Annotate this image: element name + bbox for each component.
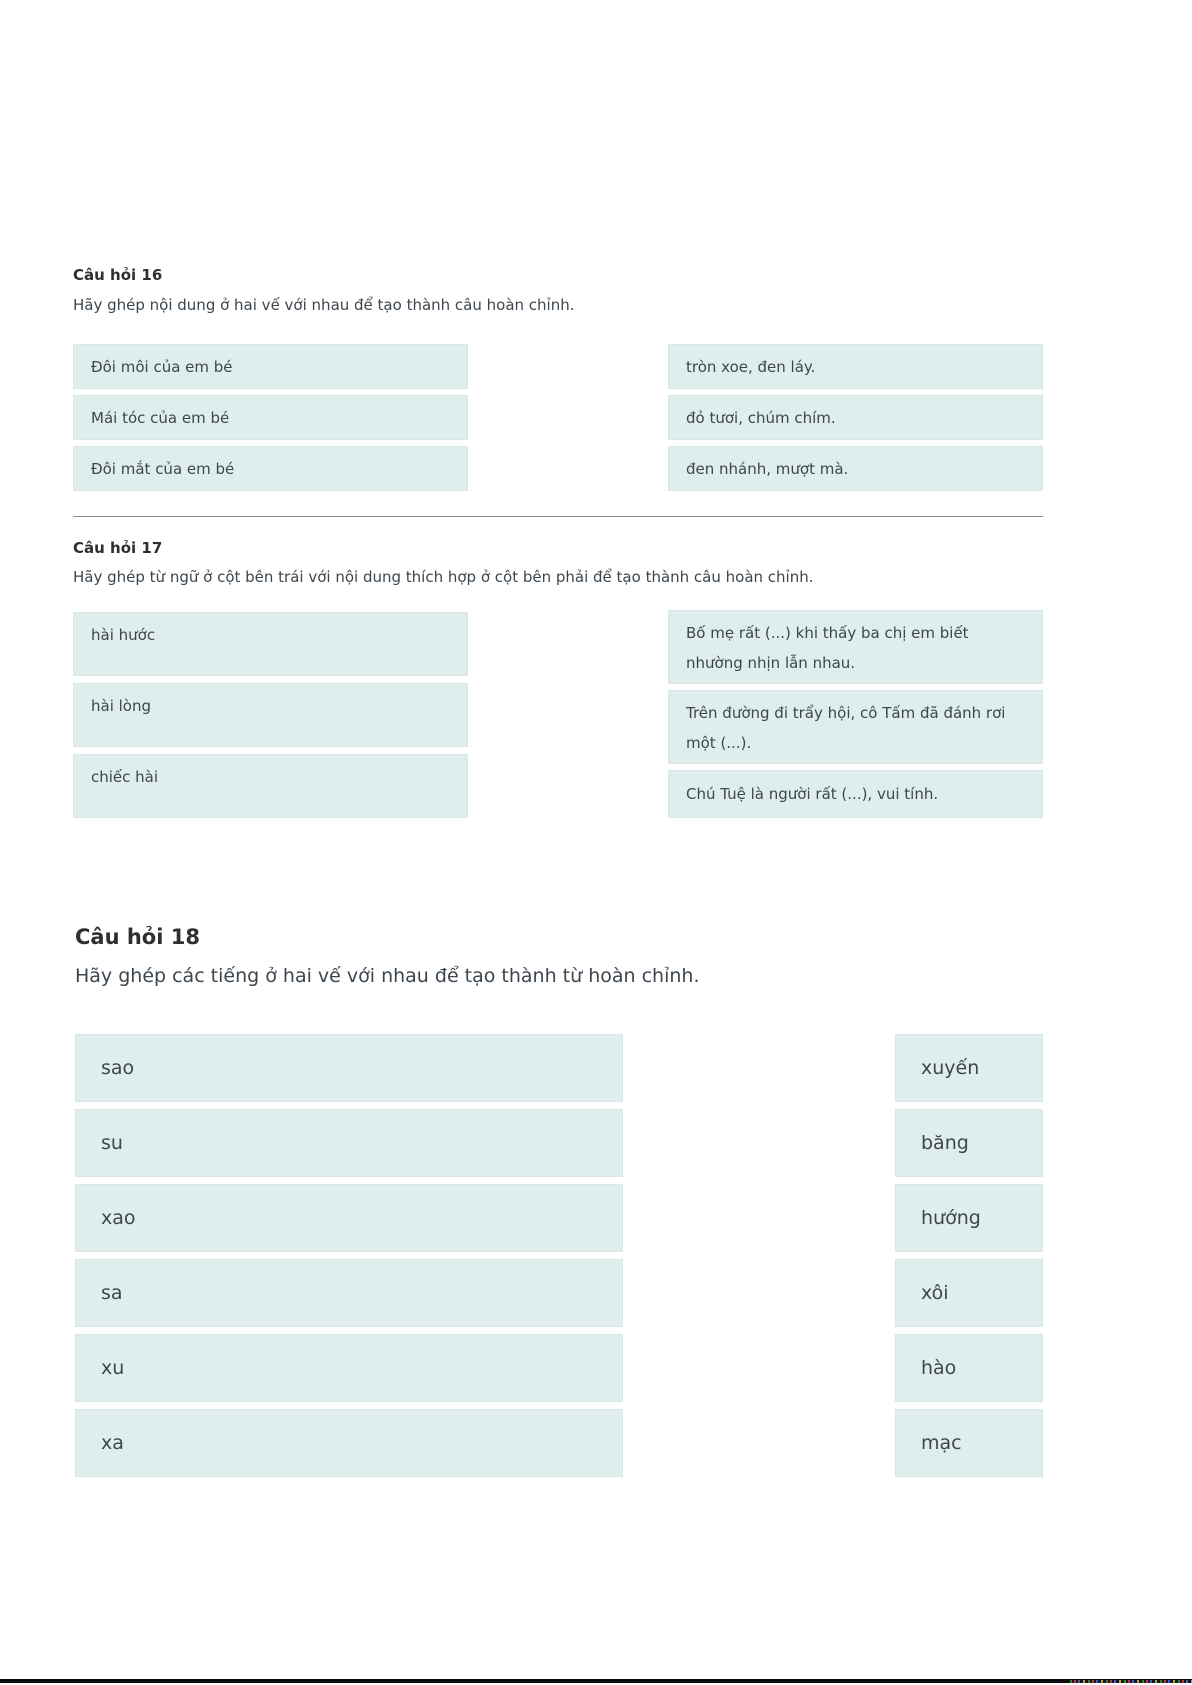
question-17-title: Câu hỏi 17 bbox=[73, 539, 163, 557]
match-option-right[interactable]: băng bbox=[895, 1109, 1043, 1177]
section-divider bbox=[73, 516, 1043, 517]
match-option-right[interactable]: đỏ tươi, chúm chím. bbox=[668, 395, 1043, 440]
match-option-right[interactable]: mạc bbox=[895, 1409, 1043, 1477]
match-option-left[interactable]: Đôi môi của em bé bbox=[73, 344, 468, 389]
match-option-left[interactable]: sa bbox=[75, 1259, 623, 1327]
match-option-left[interactable]: Mái tóc của em bé bbox=[73, 395, 468, 440]
question-16-description: Hãy ghép nội dung ở hai vế với nhau để tạo thành câu hoàn chỉnh. bbox=[73, 296, 575, 314]
match-option-left[interactable]: xao bbox=[75, 1184, 623, 1252]
question-18-description: Hãy ghép các tiếng ở hai vế với nhau để tạo thành từ hoàn chỉnh. bbox=[75, 965, 700, 987]
match-option-left[interactable]: xu bbox=[75, 1334, 623, 1402]
match-option-left[interactable]: hài lòng bbox=[73, 683, 468, 747]
match-option-left[interactable]: xa bbox=[75, 1409, 623, 1477]
question-18-title: Câu hỏi 18 bbox=[75, 925, 200, 949]
match-option-right[interactable]: xôi bbox=[895, 1259, 1043, 1327]
match-option-right[interactable]: đen nhánh, mượt mà. bbox=[668, 446, 1043, 491]
match-option-left[interactable]: chiếc hài bbox=[73, 754, 468, 818]
question-17-right-column bbox=[668, 610, 1043, 818]
match-option-left[interactable]: sao bbox=[75, 1034, 623, 1102]
match-option-right[interactable]: hướng bbox=[895, 1184, 1043, 1252]
question-18-right-column bbox=[895, 1034, 1043, 1484]
match-option-right[interactable]: Bố mẹ rất (...) khi thấy ba chị em biết nhường nhịn lẫn nhau. bbox=[668, 610, 1043, 684]
match-option-right[interactable]: hào bbox=[895, 1334, 1043, 1402]
match-option-right[interactable]: tròn xoe, đen láy. bbox=[668, 344, 1043, 389]
match-option-left[interactable]: Đôi mắt của em bé bbox=[73, 446, 468, 491]
question-16-title: Câu hỏi 16 bbox=[73, 266, 163, 284]
question-17-left-column bbox=[73, 612, 468, 825]
bottom-edge-bar bbox=[0, 1679, 1192, 1683]
question-17-description: Hãy ghép từ ngữ ở cột bên trái với nội dung thích hợp ở cột bên phải để tạo thành câu hoàn chỉnh. bbox=[73, 568, 814, 586]
match-option-right[interactable]: xuyến bbox=[895, 1034, 1043, 1102]
match-option-right[interactable]: Trên đường đi trẩy hội, cô Tấm đã đánh rơi một (...). bbox=[668, 690, 1043, 764]
match-option-left[interactable]: hài hước bbox=[73, 612, 468, 676]
match-option-right[interactable]: Chú Tuệ là người rất (...), vui tính. bbox=[668, 770, 1043, 818]
question-16-left-column bbox=[73, 344, 468, 497]
bottom-edge-pixel-noise bbox=[1070, 1680, 1192, 1683]
question-18-left-column bbox=[75, 1034, 623, 1484]
match-option-left[interactable]: su bbox=[75, 1109, 623, 1177]
question-16-right-column bbox=[668, 344, 1043, 497]
